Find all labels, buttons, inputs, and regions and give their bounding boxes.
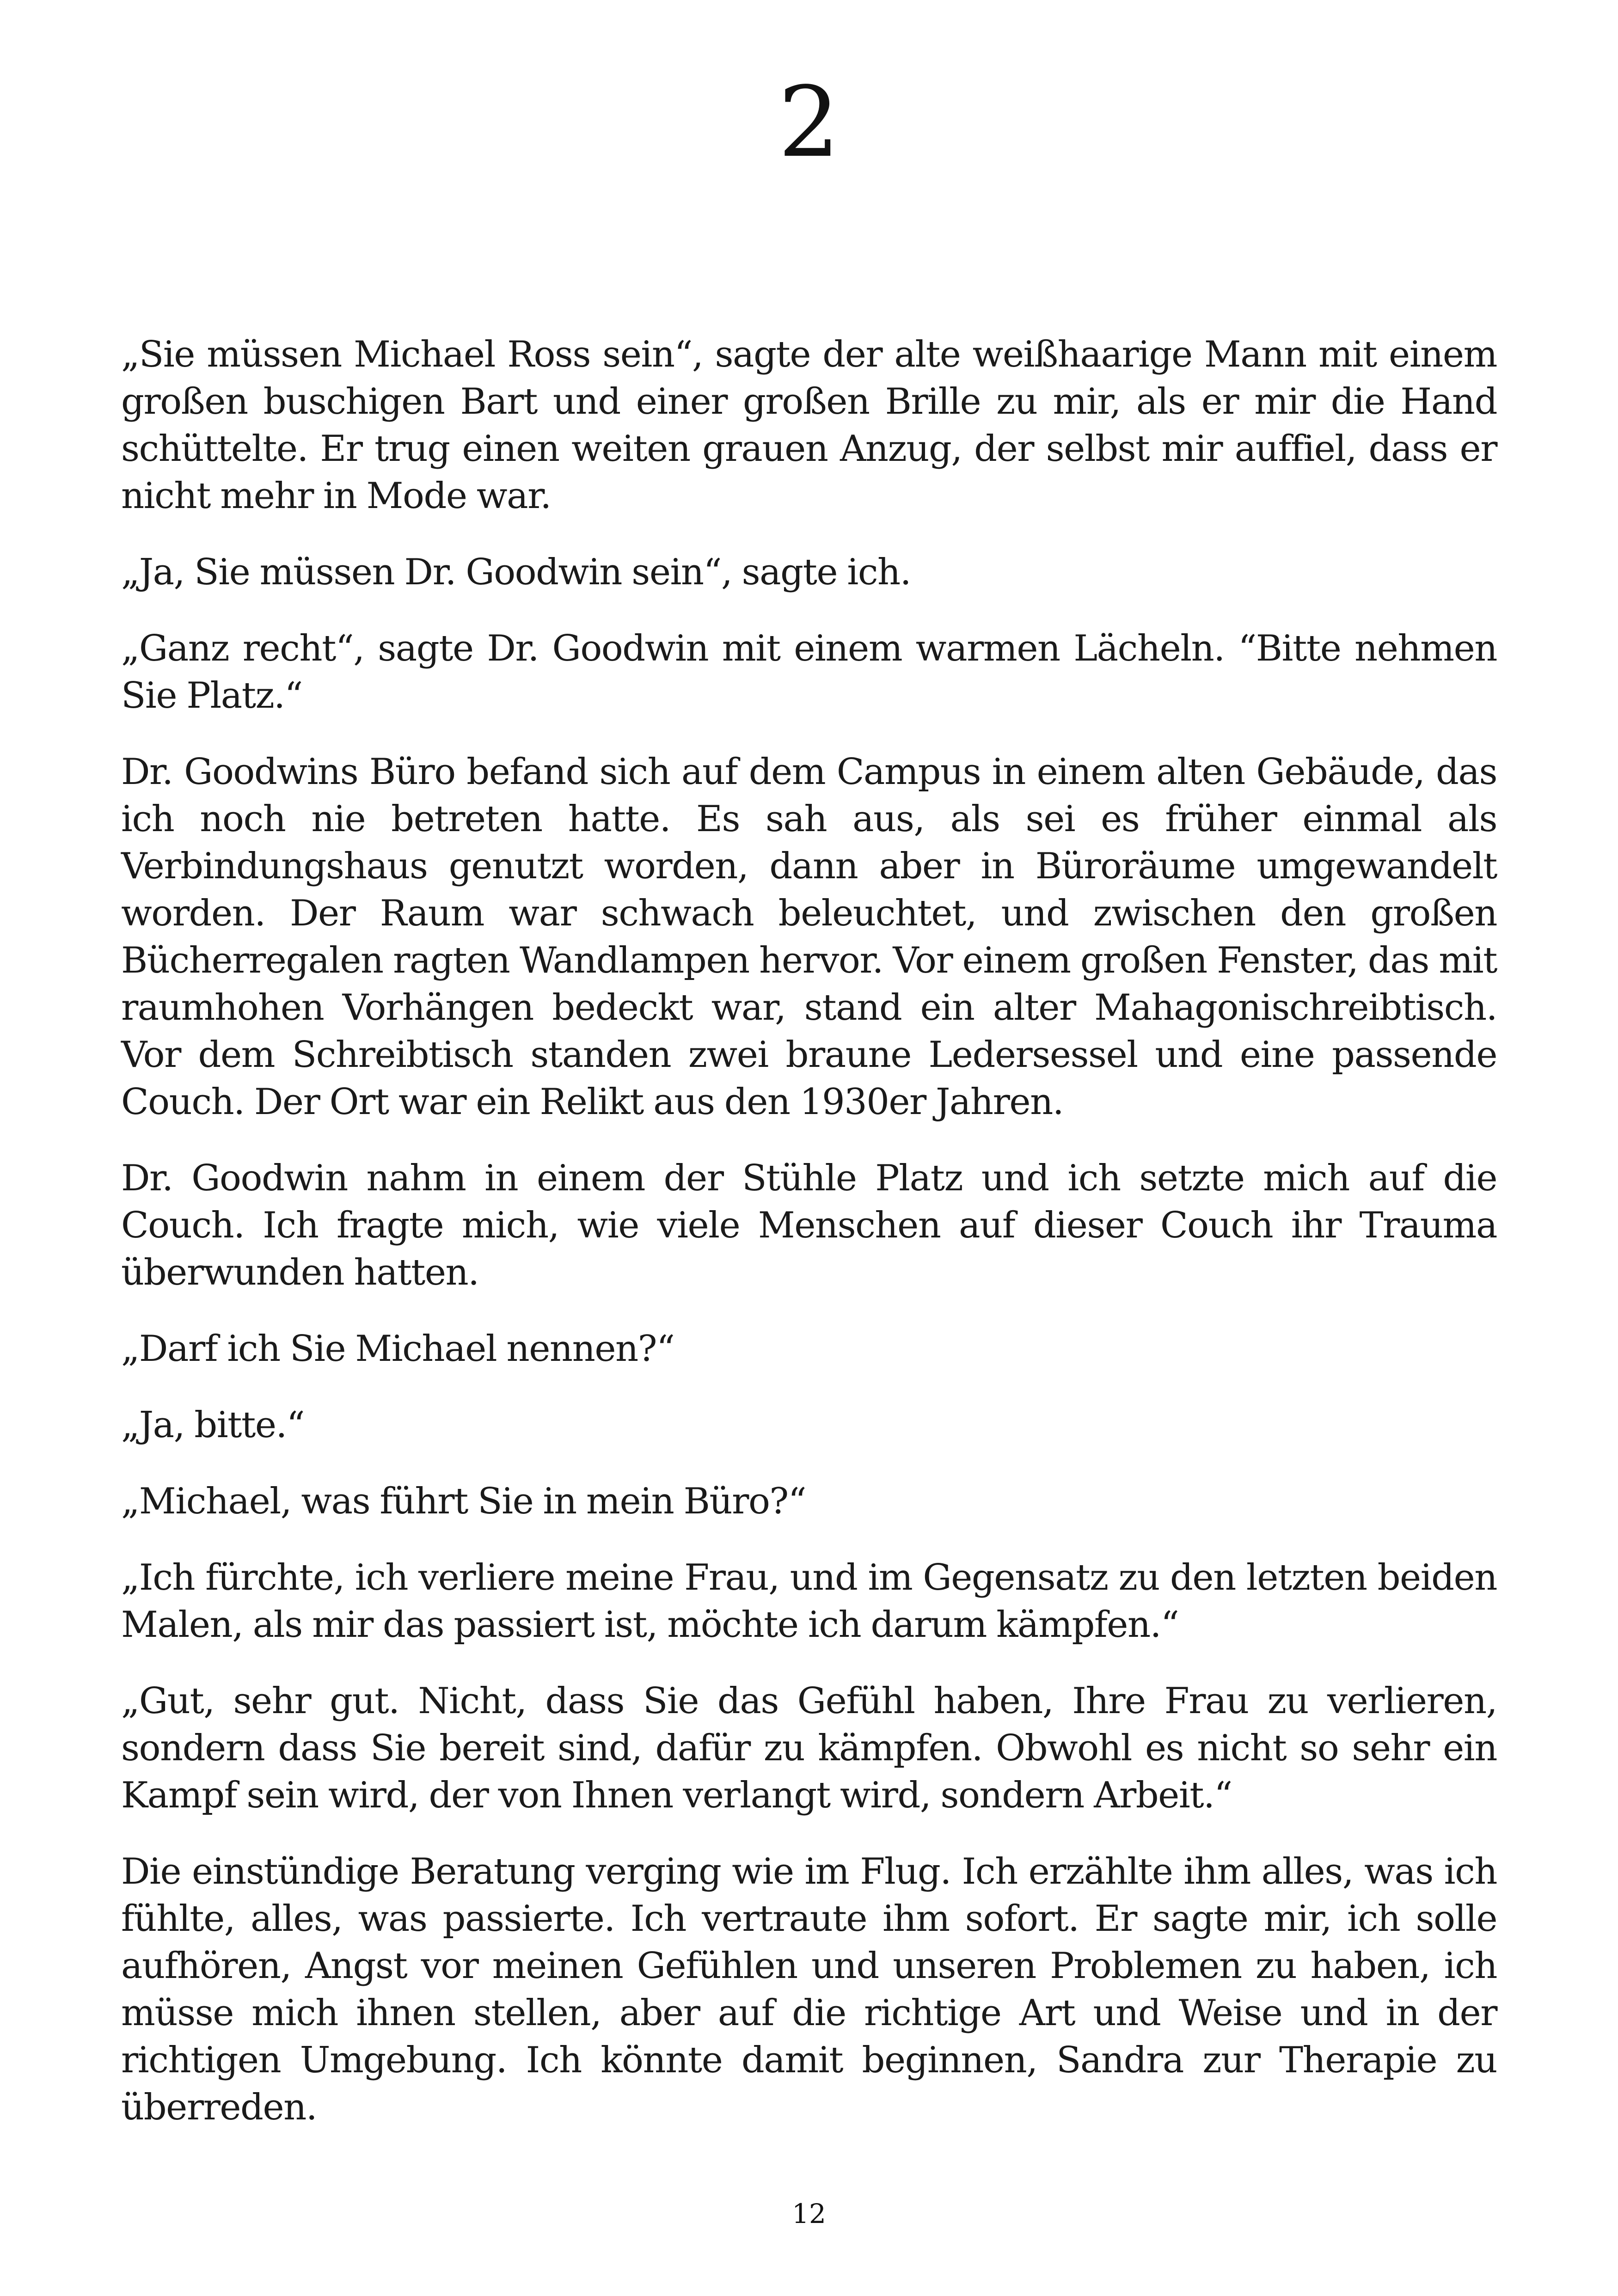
paragraph: „Michael, was führt Sie in mein Büro?“ [121,1481,806,1522]
paragraph: „Ganz recht“, sagte Dr. Goodwin mit einem warmen Lächeln. “Bitte nehmen Sie Platz.“ [121,628,1497,716]
paragraph: „Darf ich Sie Michael nennen?“ [121,1328,674,1370]
chapter-number: 2 [778,66,840,179]
paragraph: „Sie müssen Michael Ross sein“, sagte der alte weißhaarige Mann mit einem großen buschigen Bart und einer großen Brille zu mir, als er mir die Hand schüttelte. Er trug einen weiten grauen Anzug, der selbst mir auffiel, dass er nicht mehr in Mode war. [121,334,1497,517]
paragraph: Dr. Goodwin nahm in einem der Stühle Platz und ich setzte mich auf die Couch. Ich fragte mich, wie viele Menschen auf dieser Couch ihr Trauma überwunden hatten. [121,1157,1497,1293]
body-text [121,331,1497,2160]
paragraph: Die einstündige Beratung verging wie im Flug. Ich erzählte ihm alles, was ich fühlte, alles, was passierte. Ich vertraute ihm sofort. Er sagte mir, ich solle aufhören, Angst vor meinen Gefühlen und unseren Problemen zu haben, ich müsse mich ihnen stellen, aber auf die richtige Art und Weise und in der richtigen Umgebung. Ich könnte damit beginnen, Sandra zur Therapie zu überreden. [121,1851,1497,2128]
page-number: 12 [792,2198,826,2229]
paragraph: „Ja, Sie müssen Dr. Goodwin sein“, sagte ich. [121,551,911,593]
paragraph: „Ich fürchte, ich verliere meine Frau, und im Gegensatz zu den letzten beiden Malen, als mir das passiert ist, möchte ich darum kämpfen.“ [121,1557,1497,1646]
paragraph: „Ja, bitte.“ [121,1404,305,1446]
paragraph: „Gut, sehr gut. Nicht, dass Sie das Gefühl haben, Ihre Frau zu verlieren, sondern dass Sie bereit sind, dafür zu kämpfen. Obwohl es nicht so sehr ein Kampf sein wird, der von Ihnen verlangt wird, sondern Arbeit.“ [121,1680,1497,1816]
paragraph: Dr. Goodwins Büro befand sich auf dem Campus in einem alten Gebäude, das ich noch nie betreten hatte. Es sah aus, als sei es früher einmal als Verbindungshaus genutzt worden, dann aber in Büroräume umgewandelt worden. Der Raum war schwach beleuchtet, und zwischen den großen Bücherregalen ragten Wandlampen hervor. Vor einem großen Fenster, das mit raumhohen Vorhängen bedeckt war, stand ein alter Mahagonischreibtisch. Vor dem Schreibtisch standen zwei braune Ledersessel und eine passende Couch. Der Ort war ein Relikt aus den 1930er Jahren. [121,751,1497,1123]
